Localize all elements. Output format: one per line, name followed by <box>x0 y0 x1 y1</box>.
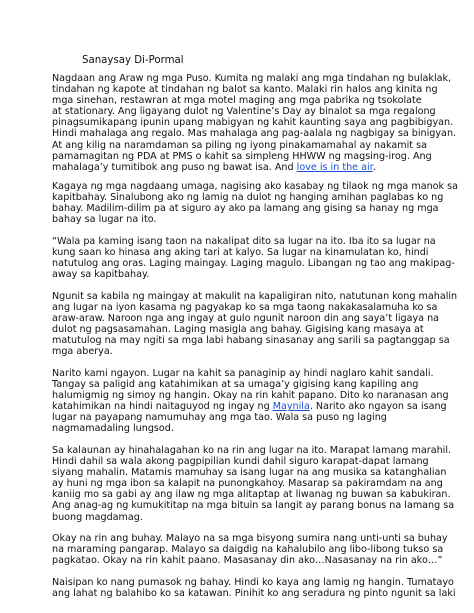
line-text: katahimikan na hindi naitaguyod ng ingay ng <box>52 401 273 413</box>
paragraph-line: ang lugar na iyon kasama ng pagyakap ko sa mga taong nakakasalamuha ko sa <box>52 302 438 314</box>
paragraph-line: Narito kami ngayon. Lugar na kahit sa panaginip ay hindi naglaro kahit sandali. <box>52 368 434 379</box>
paragraph-line <box>52 162 472 173</box>
paragraph-line: Okay na rin ang buhay. Malayo na sa mga bisyong sumira nang unti-unti sa buhay <box>52 533 448 544</box>
paragraph-line: na maraming pangarap. Malayo sa daigdig na kahalubilo ang libo-libong tukso sa <box>52 544 444 556</box>
paragraph-line: natutulog ang oras. Laging maingay. Laging magulo. Libangan ng tao ang makipag- <box>52 258 455 270</box>
paragraph-line: nagmamadaling lungsod. <box>52 423 174 435</box>
document-title: Sanaysay Di-Pormal <box>82 55 184 66</box>
paragraph-8 <box>52 577 472 599</box>
maynila-link[interactable]: Maynila <box>272 401 310 413</box>
paragraph-line: Hindi mahalaga ang regalo. Mas mahalaga ang pag-aalala ng nagbigay sa binigyan. <box>52 128 457 140</box>
paragraph-line: ay huni ng mga ibon sa kalapit na punongkahoy. Masarap sa pakiramdam na ang <box>52 478 443 490</box>
paragraph-line: Ang anag-ag ng kumukititap na mga bituin sa langit ay parang bonus na lamang sa <box>52 500 455 512</box>
paragraph-line: kapitbahay. Sinalubong ako ng lamig na dulot ng hanging amihan paglabas ko ng <box>52 192 444 204</box>
paragraph-line: At ang kilig na naramdaman sa piling ng iyong pinakamamahal ay nakamit sa <box>52 139 427 151</box>
paragraph-line: matutulog na may ngiti sa mga labi habang sinasanay ang sarili sa pagtanggap sa <box>52 335 450 347</box>
paragraph-line: bahay sa lugar na ito. <box>52 214 157 226</box>
paragraph-line: tindahan ng kapote at tindahan ng balot sa kanto. Malaki rin halos ang kinita ng <box>52 84 438 96</box>
paragraph-line: kung saan ko hinasa ang aking tari at kalyo. Sa lugar na kinamulatan ko, hindi <box>52 247 429 259</box>
line-text: . Narito ako ngayon sa isang <box>309 401 447 413</box>
paragraph-line: mga sinehan, restawran at mga motel maging ang mga pabrika ng tsokolate <box>52 95 422 107</box>
paragraph-line: pinagsumikapang ipunin upang mabigyan ng kahit kaunting saya ang pagbibigyan. <box>52 117 454 129</box>
paragraph-line: lugar na payapang namumuhay ang mga tao. Wala sa puso ng laging <box>52 412 387 424</box>
paragraph-line: Ngunit sa kabila ng maingay at makulit na kapaligiran nito, natutunan kong mahalin <box>52 291 458 302</box>
paragraph-line: siyang mahalin. Matamis mamuhay sa isang lugar na ang musika sa katanghalian <box>52 467 447 479</box>
paragraph-line <box>52 401 472 412</box>
paragraph-1 <box>52 73 472 173</box>
paragraph-line: bahay. Madilim-dilim pa at siguro ay ako pa lamang ang gising sa hanay ng mga <box>52 203 439 215</box>
paragraph-line: halumigmig ng simoy ng hangin. Okay na rin kahit papano. Dito ko naranasan ang <box>52 390 449 402</box>
line-text: . <box>372 161 376 173</box>
paragraph-line: ang lahat ng balahibo ko sa katawan. Pinihit ko ang seradura ng pinto ngunit sa laki <box>52 588 456 600</box>
paragraph-line: kaniig mo sa gabi ay ang ilaw ng mga alitaptap at liwanag ng buwan sa kabukiran. <box>52 489 451 501</box>
love-is-in-the-air-link[interactable]: love is in the air <box>296 161 373 173</box>
paragraph-line: Nagdaan ang Araw ng mga Puso. Kumita ng malaki ang mga tindahan ng bulaklak, <box>52 73 452 84</box>
paragraph-line: Naisipan ko nang pumasok ng bahay. Hindi ko kaya ang lamig ng hangin. Tumatayo <box>52 577 454 588</box>
paragraph-line: Kagaya ng mga nagdaang umaga, nagising ako kasabay ng tilaok ng mga manok sa <box>52 181 459 192</box>
paragraph-2 <box>52 181 472 225</box>
paragraph-line: mga aberya. <box>52 346 113 358</box>
paragraph-4 <box>52 291 472 358</box>
paragraph-line: Hindi dahil sa wala akong pagpipilian kundi dahil siguro karapat-dapat lamang <box>52 456 429 468</box>
paragraph-3 <box>52 236 472 280</box>
paragraph-line: araw-araw. Naroon nga ang ingay at gulo ngunit naroon din ang saya’t ligaya na <box>52 313 440 325</box>
paragraph-5 <box>52 368 472 435</box>
paragraph-line: away sa kapitbahay. <box>52 269 150 281</box>
paragraph-6 <box>52 445 472 523</box>
paragraph-line: pagkatao. Okay na rin kahit paano. Masasanay din ako…Nasasanay na rin ako…” <box>52 555 443 567</box>
paragraph-line: pamamagitan ng PDA at PMS o kahit sa simpleng HHWW ng magsing-irog. Ang <box>52 150 432 162</box>
paragraph-line: “Wala pa kaming isang taon na nakalipat dito sa lugar na ito. Iba ito sa lugar na <box>52 236 436 247</box>
paragraph-line: Sa kalaunan ay hinahalagahan ko na rin ang lugar na ito. Marapat lamang marahil. <box>52 445 452 456</box>
line-text: mahalaga’y tumitibok ang puso ng bawat isa. And <box>52 161 297 173</box>
paragraph-line: Tangay sa paligid ang katahimikan at sa umaga’y gigising kang kapiling ang <box>52 379 419 391</box>
paragraph-7 <box>52 533 472 566</box>
paragraph-line: dulot ng pagsasamahan. Laging masigla ang bahay. Gigising kang masaya at <box>52 324 424 336</box>
paragraph-line: at stationary. Ang ligayang dulot ng Valentine’s Day ay binalot sa mga regalong <box>52 106 436 118</box>
paragraph-line: buong magdamag. <box>52 511 143 523</box>
